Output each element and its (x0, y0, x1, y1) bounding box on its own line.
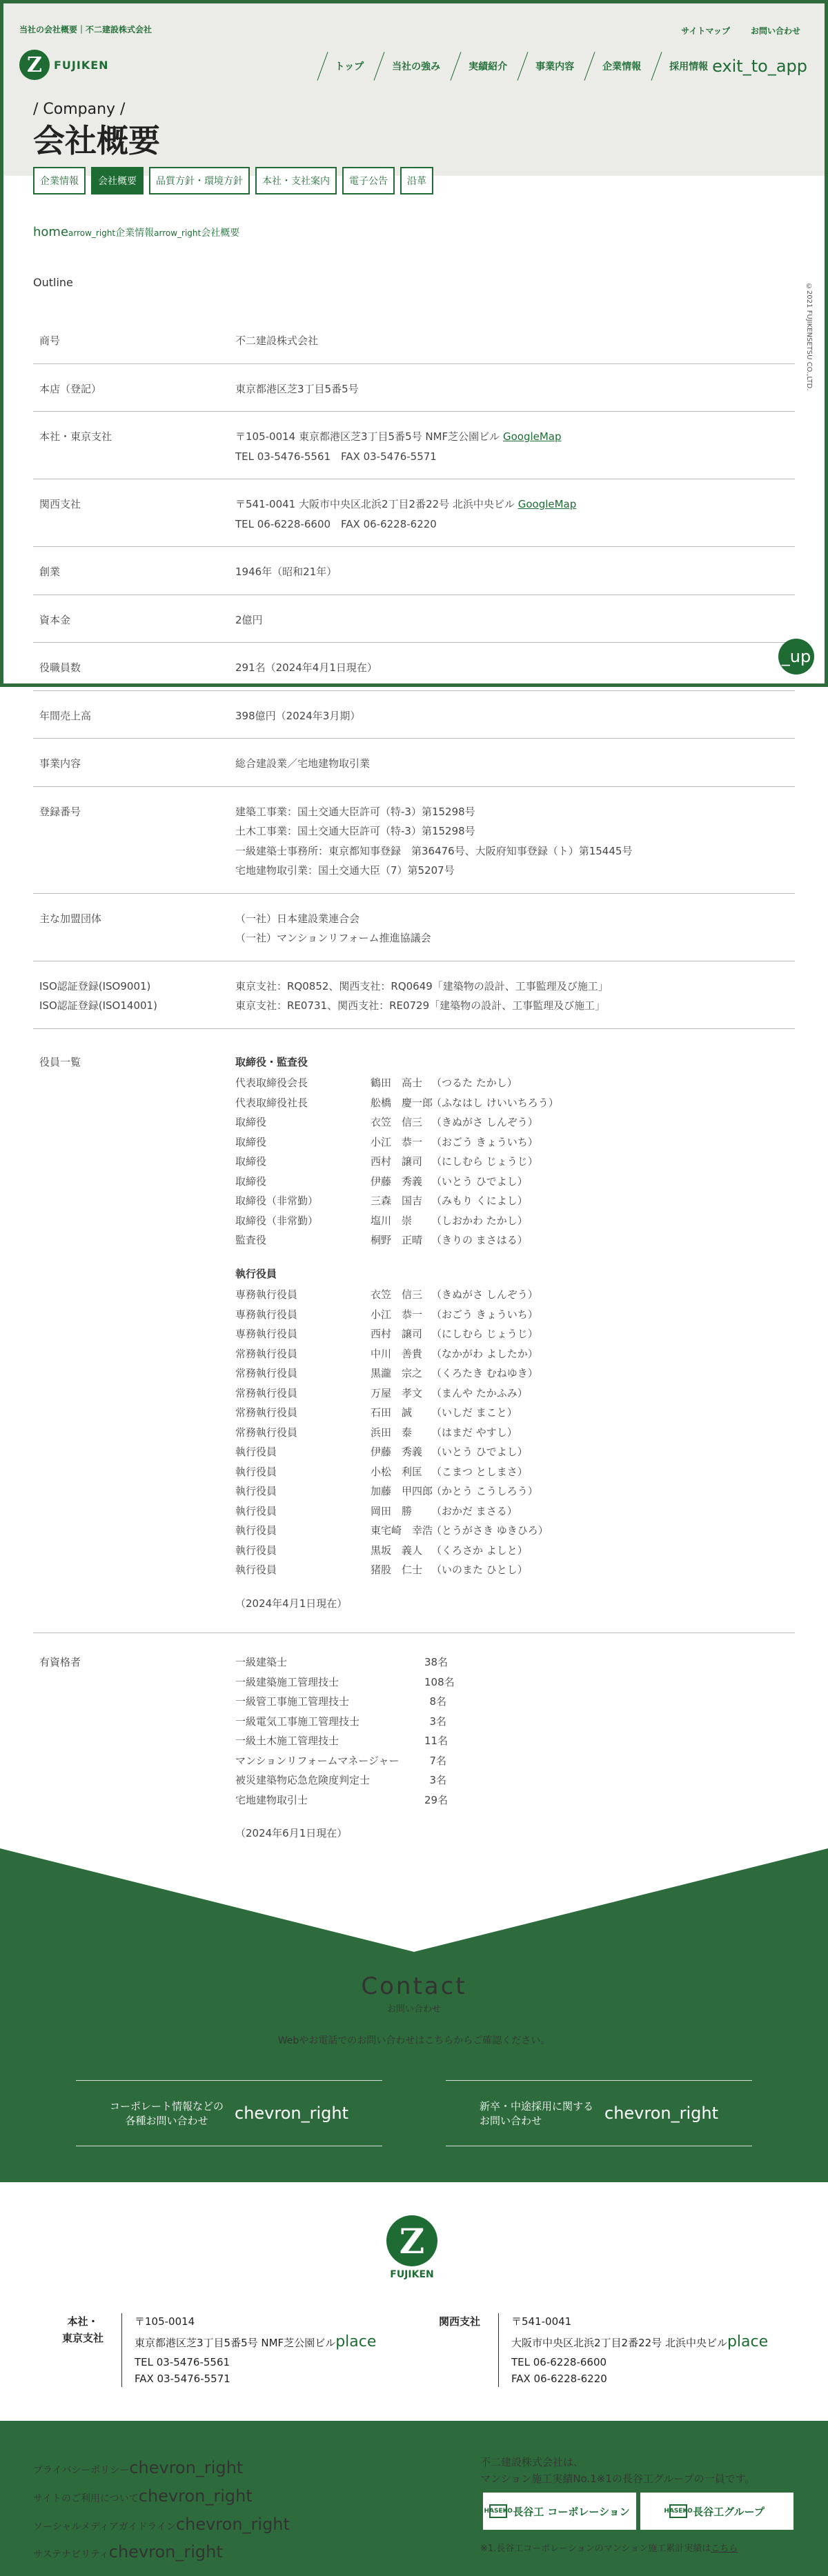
tab-company-info[interactable]: 企業情報 (33, 167, 86, 194)
table-row (33, 547, 795, 595)
officer-row (235, 1481, 795, 1501)
logo-text: FUJIKEN (390, 2269, 434, 2280)
officer-name: 小江 恭一 (371, 1135, 423, 1148)
officer-row (235, 1501, 795, 1521)
qualification-count: 3名 (429, 1774, 446, 1786)
site-tagline: 当社の会社概要｜不二建設株式会社 (19, 25, 152, 34)
outline-table (33, 316, 795, 1861)
officer-reading: （いのまた ひとし） (431, 1564, 528, 1576)
officer-title: 監査役 (235, 1234, 267, 1246)
officer-reading: （きりの まさはる） (431, 1234, 528, 1246)
officer-reading: （いしだ まこと） (431, 1406, 518, 1419)
officer-name: 小江 恭一 (371, 1308, 423, 1321)
row-label: ISO認証登録(ISO14001) (39, 999, 157, 1012)
officer-row (235, 1230, 795, 1250)
officer-name: 衣笠 信三 (371, 1116, 423, 1128)
tokyo-address: 〒105-0014 東京都港区芝3丁目5番5号 NMF芝公園ビル (235, 430, 500, 443)
row-label: 役員一覧 (39, 1055, 81, 1068)
officer-title: 専務執行役員 (235, 1328, 298, 1340)
logo-text: FUJIKEN (54, 58, 109, 72)
officer-name: 加藤 甲四郎 (371, 1485, 433, 1497)
officer-title: 常務執行役員 (235, 1406, 298, 1419)
officer-name: 猪股 仁士 (371, 1564, 423, 1576)
officer-name: 舩橋 慶一郎 (371, 1096, 433, 1109)
section-label: Outline (33, 276, 73, 289)
row-label: 年間売上高 (39, 709, 92, 722)
nav-item-strength[interactable]: 当社の強み (364, 51, 440, 81)
officer-name: 西村 譲司 (371, 1328, 423, 1340)
officer-reading: （つるた たかし） (431, 1077, 518, 1089)
officer-title: 常務執行役員 (235, 1386, 298, 1399)
copyright-vertical: ©2021 FUJIKENSETSU CO.,LTD. (805, 283, 813, 391)
qualification-name: マンションリフォームマネージャー (235, 1754, 400, 1767)
registration-line: 建築工事業：国土交通大臣許可（特-3）第15298号 (235, 805, 475, 818)
officer-reading: （おごう きょういち） (431, 1135, 538, 1148)
chevron-right-icon: chevron_right (138, 2486, 253, 2506)
officer-row (235, 1132, 795, 1152)
officer-row (235, 1364, 795, 1384)
table-row (33, 787, 795, 894)
officer-title: 専務執行役員 (235, 1308, 298, 1321)
footer-links (33, 2454, 290, 2566)
row-value: 総合建設業／宅地建物取引業 (235, 757, 371, 770)
contact-subtitle: お問い合わせ (386, 2004, 441, 2015)
officer-title: 取締役（非常勤） (235, 1214, 319, 1227)
officer-reading: （ふなはし けいいちろう） (431, 1096, 559, 1109)
officer-title: 執行役員 (235, 1446, 277, 1458)
officer-row (235, 1344, 795, 1364)
row-label: 役職員数 (39, 661, 81, 674)
officer-name: 黒坂 義人 (371, 1544, 423, 1557)
qualification-row (235, 1751, 795, 1771)
officer-row (235, 1152, 795, 1172)
qualification-count: 108名 (424, 1675, 455, 1688)
officer-title: 代表取締役社長 (235, 1096, 308, 1109)
table-row (33, 1633, 795, 1861)
page-breadcrumb-en: / Company / (33, 101, 126, 118)
footer-logo[interactable] (386, 2215, 437, 2280)
tab-quality-policy[interactable]: 品質方針・環境方針 (149, 167, 250, 194)
officer-reading: （みもり くによし） (431, 1195, 528, 1207)
footnote: ※1.長谷工コーポレーションのマンション施工累計実績はこちら (480, 2544, 738, 2554)
qualification-row (235, 1731, 795, 1751)
officer-reading: （くろさか よしと） (431, 1544, 528, 1557)
footer-office-tokyo: 本社・ 東京支社 〒105-0014 東京都港区芝3丁目5番5号 NMF芝公園ビルplace TEL 03-5476-5561 FAX 03-5476-5571 (57, 2313, 376, 2387)
breadcrumb (33, 225, 239, 239)
page-top-button[interactable]: _up (778, 639, 814, 675)
row-label: 登録番号 (39, 805, 81, 818)
table-row (33, 739, 795, 787)
officer-title: 常務執行役員 (235, 1426, 298, 1439)
row-value: 2億円 (235, 613, 263, 626)
row-label: 創業 (39, 566, 61, 578)
tokyo-tel: TEL 03-5476-5561 FAX 03-5476-5571 (235, 450, 437, 463)
officer-reading: （おかだ まさる） (431, 1504, 518, 1517)
contact-title: Contact (361, 1973, 467, 2000)
qualification-row (235, 1673, 795, 1693)
row-label: ISO認証登録(ISO9001) (39, 979, 151, 992)
home-icon[interactable]: home (33, 225, 69, 239)
officer-title: 執行役員 (235, 1504, 277, 1517)
officer-row (235, 1403, 795, 1423)
table-row (33, 1029, 795, 1634)
officer-title: 専務執行役員 (235, 1288, 298, 1301)
breadcrumb-current: 会社概要 (201, 228, 240, 239)
qualification-count: 8名 (429, 1695, 446, 1708)
officer-title: 執行役員 (235, 1485, 277, 1497)
qualification-row (235, 1712, 795, 1732)
row-label: 本店（登記） (39, 382, 102, 395)
officer-name: 西村 譲司 (371, 1155, 423, 1168)
officer-title: 代表取締役会長 (235, 1077, 308, 1089)
chevron-right-icon: chevron_right (235, 2104, 348, 2123)
kansai-tel: TEL 06-6228-6600 FAX 06-6228-6220 (235, 517, 437, 530)
officers-group-title: 執行役員 (235, 1267, 277, 1280)
officer-row (235, 1305, 795, 1325)
qualification-row (235, 1790, 795, 1810)
officer-row (235, 1112, 795, 1132)
officer-name: 中川 善貴 (371, 1347, 423, 1360)
haseko-logo-icon: HASEKO (489, 2504, 507, 2518)
nav-item-recruit[interactable]: 採用情報 exit_to_app (641, 51, 807, 81)
officer-reading: （いとう ひでよし） (431, 1446, 528, 1458)
logo-mark-icon: Z (386, 2215, 437, 2266)
arrow-right-icon: arrow_right (154, 228, 201, 238)
officer-name: 伊藤 秀義 (371, 1446, 423, 1458)
exit-to-app-icon: exit_to_app (712, 57, 807, 76)
officer-row (235, 1172, 795, 1192)
registration-line: 土木工事業：国土交通大臣許可（特-3）第15298号 (235, 825, 475, 837)
officer-name: 小松 利匡 (371, 1465, 423, 1478)
row-label: 本社・東京支社 (39, 430, 112, 443)
officer-reading: （まんや たかふみ） (431, 1386, 528, 1399)
officer-row (235, 1211, 795, 1231)
row-value: 東京都港区芝3丁目5番5号 (235, 382, 359, 395)
officer-row (235, 1521, 795, 1541)
registration-line: 宅地建物取引業：国土交通大臣（7）第5207号 (235, 864, 455, 877)
officer-title: 執行役員 (235, 1544, 277, 1557)
nav-item-top[interactable]: トップ (307, 51, 364, 81)
association-line: （一社）日本建設業連合会 (235, 912, 360, 925)
footer-link-social[interactable]: ソーシャルメディアガイドラインchevron_right (33, 2514, 290, 2534)
breadcrumb-company[interactable]: 企業情報 (115, 228, 155, 239)
page-title: 会社概要 (33, 122, 160, 159)
officer-row (235, 1541, 795, 1561)
qualification-count: 29名 (424, 1793, 448, 1806)
qualification-name: 宅地建物取引士 (235, 1793, 308, 1806)
company-tabs (33, 167, 433, 194)
officer-title: 取締役（非常勤） (235, 1195, 319, 1207)
officer-reading: （なかがわ よしたか） (431, 1347, 538, 1360)
row-label: 主な加盟団体 (39, 912, 102, 925)
qualification-count: 3名 (429, 1715, 446, 1728)
kansai-googlemap-link[interactable]: GoogleMap (518, 498, 577, 510)
qualification-name: 被災建築物応急危険度判定士 (235, 1774, 371, 1786)
officer-row (235, 1324, 795, 1344)
officer-reading: （とうがさき ゆきひろ） (431, 1524, 549, 1537)
officer-name: 三森 国吉 (371, 1195, 423, 1207)
logo-mark-icon: Z (19, 50, 50, 80)
table-row (33, 894, 795, 961)
officer-row (235, 1285, 795, 1305)
officer-reading: （かとう こうしろう） (431, 1485, 538, 1497)
table-row (33, 316, 795, 364)
officer-title: 取締役 (235, 1116, 267, 1128)
iso-line: 東京支社：RQ0852、関西支社：RQ0649「建築物の設計、工事監理及び施工」 (235, 979, 609, 992)
officer-title: 常務執行役員 (235, 1367, 298, 1379)
row-label: 有資格者 (39, 1656, 81, 1668)
chevron-right-icon: chevron_right (175, 2514, 290, 2534)
qualification-row (235, 1770, 795, 1790)
haseko-logo-icon: HASEKO (669, 2504, 687, 2518)
officer-title: 取締役 (235, 1135, 267, 1148)
footnote-link[interactable]: こちら (711, 2544, 738, 2554)
tab-public-notice[interactable]: 電子公告 (342, 167, 395, 194)
qualification-row (235, 1692, 795, 1712)
officer-reading: （きぬがさ しんぞう） (431, 1288, 538, 1301)
registration-line: 一級建築士事務所：東京都知事登録 第36476号、大阪府知事登録（ト）第15445号 (235, 844, 633, 857)
nav-item-works[interactable]: 実績紹介 (440, 51, 507, 81)
officer-reading: （いとう ひでよし） (431, 1175, 528, 1188)
top-utility-links (681, 25, 800, 37)
place-icon[interactable]: place (335, 2333, 377, 2350)
qualification-name: 一級土木施工管理技士 (235, 1735, 339, 1747)
officer-row (235, 1191, 795, 1211)
officer-name: 石田 誠 (371, 1406, 413, 1419)
qualification-count: 7名 (429, 1754, 446, 1767)
nav-item-company[interactable]: 企業情報 (574, 51, 641, 81)
qualification-row (235, 1653, 795, 1673)
officers-date: （2024年4月1日現在） (235, 1597, 348, 1610)
officer-reading: （はまだ やすし） (431, 1426, 518, 1439)
table-row (33, 364, 795, 412)
officer-title: 取締役 (235, 1155, 267, 1168)
officer-name: 鶴田 高士 (371, 1077, 423, 1089)
footer-link-sustainability[interactable]: サステナビリティchevron_right (33, 2542, 223, 2562)
officer-name: 塩川 崇 (371, 1214, 413, 1227)
haseko-corporation-button[interactable]: HASEKO 長谷工 コーポレーション (483, 2493, 636, 2530)
qualification-name: 一級建築施工管理技士 (235, 1675, 339, 1688)
row-label: 商号 (39, 335, 61, 347)
nav-item-business[interactable]: 事業内容 (507, 51, 574, 81)
officer-reading: （にしむら じょうじ） (431, 1155, 538, 1168)
officer-row (235, 1462, 795, 1482)
row-label: 資本金 (39, 613, 71, 626)
tab-company-outline[interactable]: 会社概要 (91, 167, 144, 194)
officer-name: 岡田 勝 (371, 1504, 413, 1517)
officer-name: 万屋 孝文 (371, 1386, 423, 1399)
officer-row (235, 1384, 795, 1404)
table-row (33, 479, 795, 547)
officer-name: 衣笠 信三 (371, 1288, 423, 1301)
corporate-contact-button[interactable]: コーポレート情報などの 各種お問い合わせ chevron_right (76, 2080, 382, 2146)
officer-title: 取締役 (235, 1175, 267, 1188)
tokyo-googlemap-link[interactable]: GoogleMap (502, 430, 562, 443)
table-row (33, 961, 795, 1029)
officer-row (235, 1073, 795, 1093)
officer-name: 浜田 泰 (371, 1426, 413, 1439)
recruit-contact-button[interactable]: 新卒・中途採用に関する お問い合わせ chevron_right (446, 2080, 752, 2146)
chevron-right-icon: chevron_right (129, 2458, 244, 2477)
row-label: 関西支社 (39, 498, 81, 510)
row-value: 291名（2024年4月1日現在） (235, 661, 377, 674)
association-line: （一社）マンションリフォーム推進協議会 (235, 932, 431, 944)
officer-reading: （くろたき むねゆき） (431, 1367, 538, 1379)
chevron-right-icon: chevron_right (108, 2542, 223, 2562)
contact-message: Webやお電話でのお問い合わせはこちらからご確認ください。 (277, 2035, 551, 2046)
officer-row (235, 1560, 795, 1580)
officer-title: 常務執行役員 (235, 1347, 298, 1360)
global-nav (307, 51, 808, 81)
site-logo[interactable] (19, 50, 109, 80)
officer-title: 執行役員 (235, 1524, 277, 1537)
officer-reading: （こまつ としまさ） (431, 1465, 528, 1478)
officers-group-title: 取締役・監査役 (235, 1055, 308, 1068)
row-value: 398億円（2024年3月期） (235, 709, 361, 722)
arrow-right-icon: arrow_right (68, 228, 116, 238)
qualification-count: 11名 (424, 1735, 448, 1747)
group-statement: 不二建設株式会社は、 マンション施工実績No.1※1の長谷工グループの一員です。 (480, 2456, 756, 2485)
officer-reading: （しおかわ たかし） (431, 1214, 528, 1227)
officer-reading: （にしむら じょうじ） (431, 1328, 538, 1340)
contact-link[interactable]: お問い合わせ (750, 26, 800, 36)
officer-name: 黒瀧 宗之 (371, 1367, 423, 1379)
iso-line: 東京支社：RE0731、関西支社：RE0729「建築物の設計、工事監理及び施工」 (235, 999, 606, 1012)
officer-row (235, 1442, 795, 1462)
section-divider-shape (0, 1848, 828, 1952)
chevron-right-icon: chevron_right (604, 2104, 718, 2123)
officer-row (235, 1423, 795, 1443)
qualification-date: （2024年6月1日現在） (235, 1827, 348, 1839)
officer-reading: （きぬがさ しんぞう） (431, 1116, 538, 1128)
officer-title: 執行役員 (235, 1564, 277, 1576)
haseko-group-button[interactable]: HASEKO 長谷工グループ (640, 2493, 793, 2530)
qualification-name: 一級管工事施工管理技士 (235, 1695, 350, 1708)
qualification-name: 一級建築士 (235, 1656, 288, 1668)
table-row (33, 412, 795, 479)
officer-title: 執行役員 (235, 1465, 277, 1478)
officer-name: 東宅崎 幸浩 (371, 1524, 433, 1537)
kansai-address: 〒541-0041 大阪市中央区北浜2丁目2番22号 北浜中央ビル (235, 498, 515, 510)
tab-offices[interactable]: 本社・支社案内 (255, 167, 337, 194)
table-row (33, 691, 795, 739)
footer-link-privacy[interactable]: プライバシーポリシーchevron_right (33, 2458, 244, 2477)
qualification-count: 38名 (424, 1656, 448, 1668)
officer-reading: （おごう きょういち） (431, 1308, 538, 1321)
tab-history[interactable]: 沿革 (400, 167, 433, 194)
footer-link-terms[interactable]: サイトのご利用についてchevron_right (33, 2486, 253, 2506)
row-value: 不二建設株式会社 (235, 335, 319, 347)
qualification-name: 一級電気工事施工管理技士 (235, 1715, 360, 1728)
officer-row (235, 1093, 795, 1113)
row-label: 事業内容 (39, 757, 81, 770)
row-value: 1946年（昭和21年） (235, 566, 337, 578)
table-row (33, 595, 795, 643)
officer-name: 伊藤 秀義 (371, 1175, 423, 1188)
officer-name: 桐野 正晴 (371, 1234, 423, 1246)
place-icon[interactable]: place (727, 2333, 769, 2350)
sitemap-link[interactable]: サイトマップ (681, 26, 730, 36)
table-row (33, 643, 795, 691)
footer-office-kansai: 関西支社 〒541-0041 大阪市中央区北浜2丁目2番22号 北浜中央ビルplace TEL 06-6228-6600 FAX 06-6228-6220 (433, 2313, 768, 2387)
